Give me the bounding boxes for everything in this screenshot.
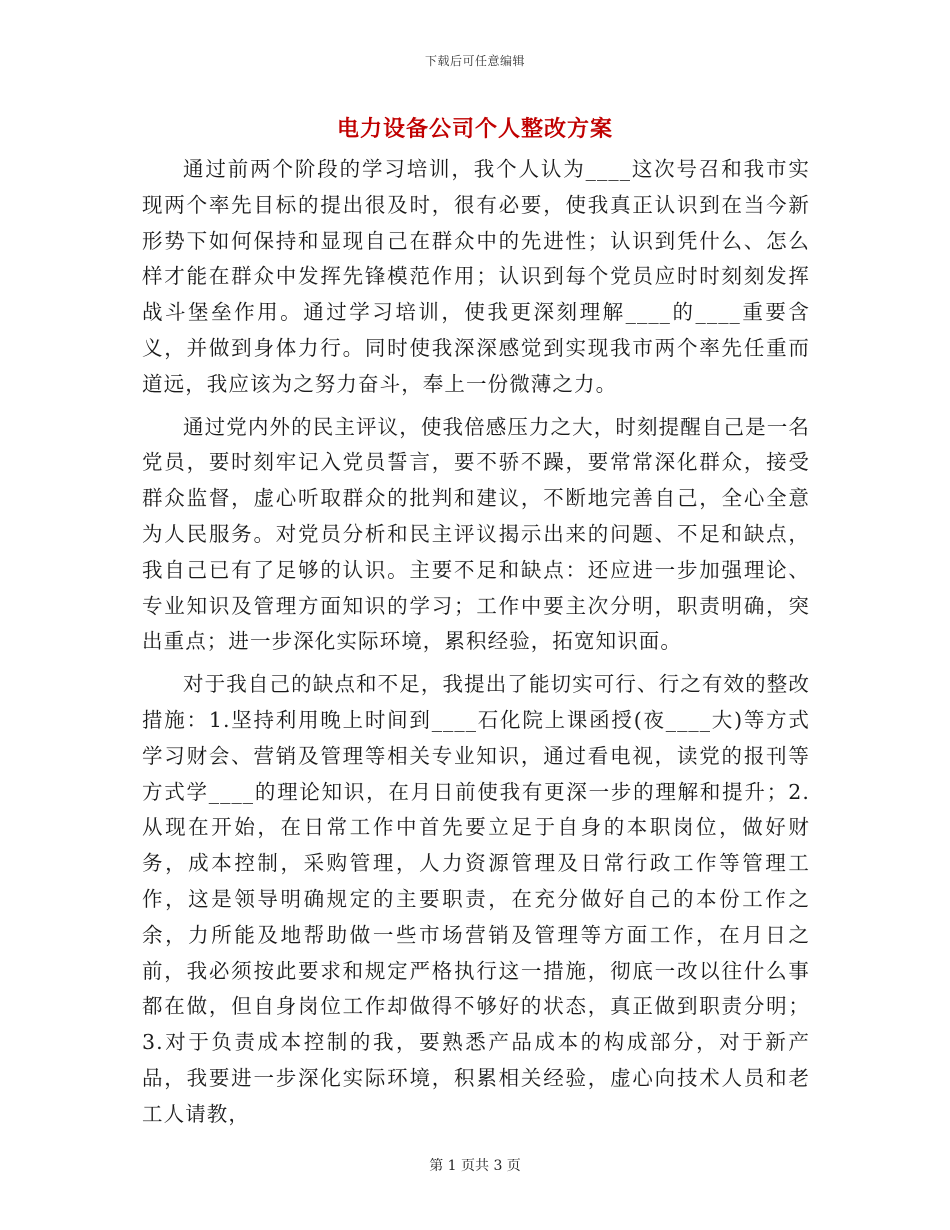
document-title: 电力设备公司个人整改方案: [336, 116, 613, 142]
page-header: 下载后可任意编辑: [424, 54, 525, 68]
paragraph-2: 通过党内外的民主评议，使我倍感压力之大，时刻提醒自己是一名党员，要时刻牢记入党员誓言，要不骄不躁，要常常深化群众，接受群众监督，虚心听取群众的批判和建议，不断地完善自己，全心全意为人民服务。对党员分析和民主评议揭示出来的问题、不足和缺点，我自己已有了足够的认识。主要不足和缺点：还应进一步加强理论、专业知识及管理方面知识的学习；工作中要主次分明，职责明确，突出重点；进一步深化实际环境，累积经验，拓宽知识面。: [142, 414, 810, 654]
paragraph-1: 通过前两个阶段的学习培训，我个人认为____这次号召和我市实现两个率先目标的提出很及时，很有必要，使我真正认识到在当今新形势下如何保持和显现自己在群众中的先进性；认识到凭什么、怎么样才能在群众中发挥先锋模范作用；认识到每个党员应时时刻刻发挥战斗堡垒作用。通过学习培训，使我更深刻理解____的____重要含义，并做到身体力行。同时使我深深感觉到实现我市两个率先任重而道远，我应该为之努力奋斗，奉上一份微薄之力。: [142, 157, 810, 396]
page-number: 第 1 页共 3 页: [429, 1158, 521, 1174]
document-body: [142, 152, 810, 1140]
paragraph-3: 对于我自己的缺点和不足，我提出了能切实可行、行之有效的整改措施：1.坚持利用晚上时间到____石化院上课函授(夜____大)等方式学习财会、营销及管理等相关专业知识，通过看电视，读党的报刊等方式学____的理论知识，在月日前使我有更深一步的理解和提升；2.从现在开始，在日常工作中首先要立足于自身的本职岗位，做好财务，成本控制，采购管理，人力资源管理及日常行政工作等管理工作，这是领导明确规定的主要职责，在充分做好自己的本份工作之余，力所能及地帮助做一些市场营销及管理等方面工作，在月日之前，我必须按此要求和规定严格执行这一措施，彻底一改以往什么事都在做，但自身岗位工作却做得不够好的状态，真正做到职责分明；3.对于负责成本控制的我，要熟悉产品成本的构成部分，对于新产品，我要进一步深化实际环境，积累相关经验，虚心向技术人员和老工人请教，: [142, 672, 810, 1126]
